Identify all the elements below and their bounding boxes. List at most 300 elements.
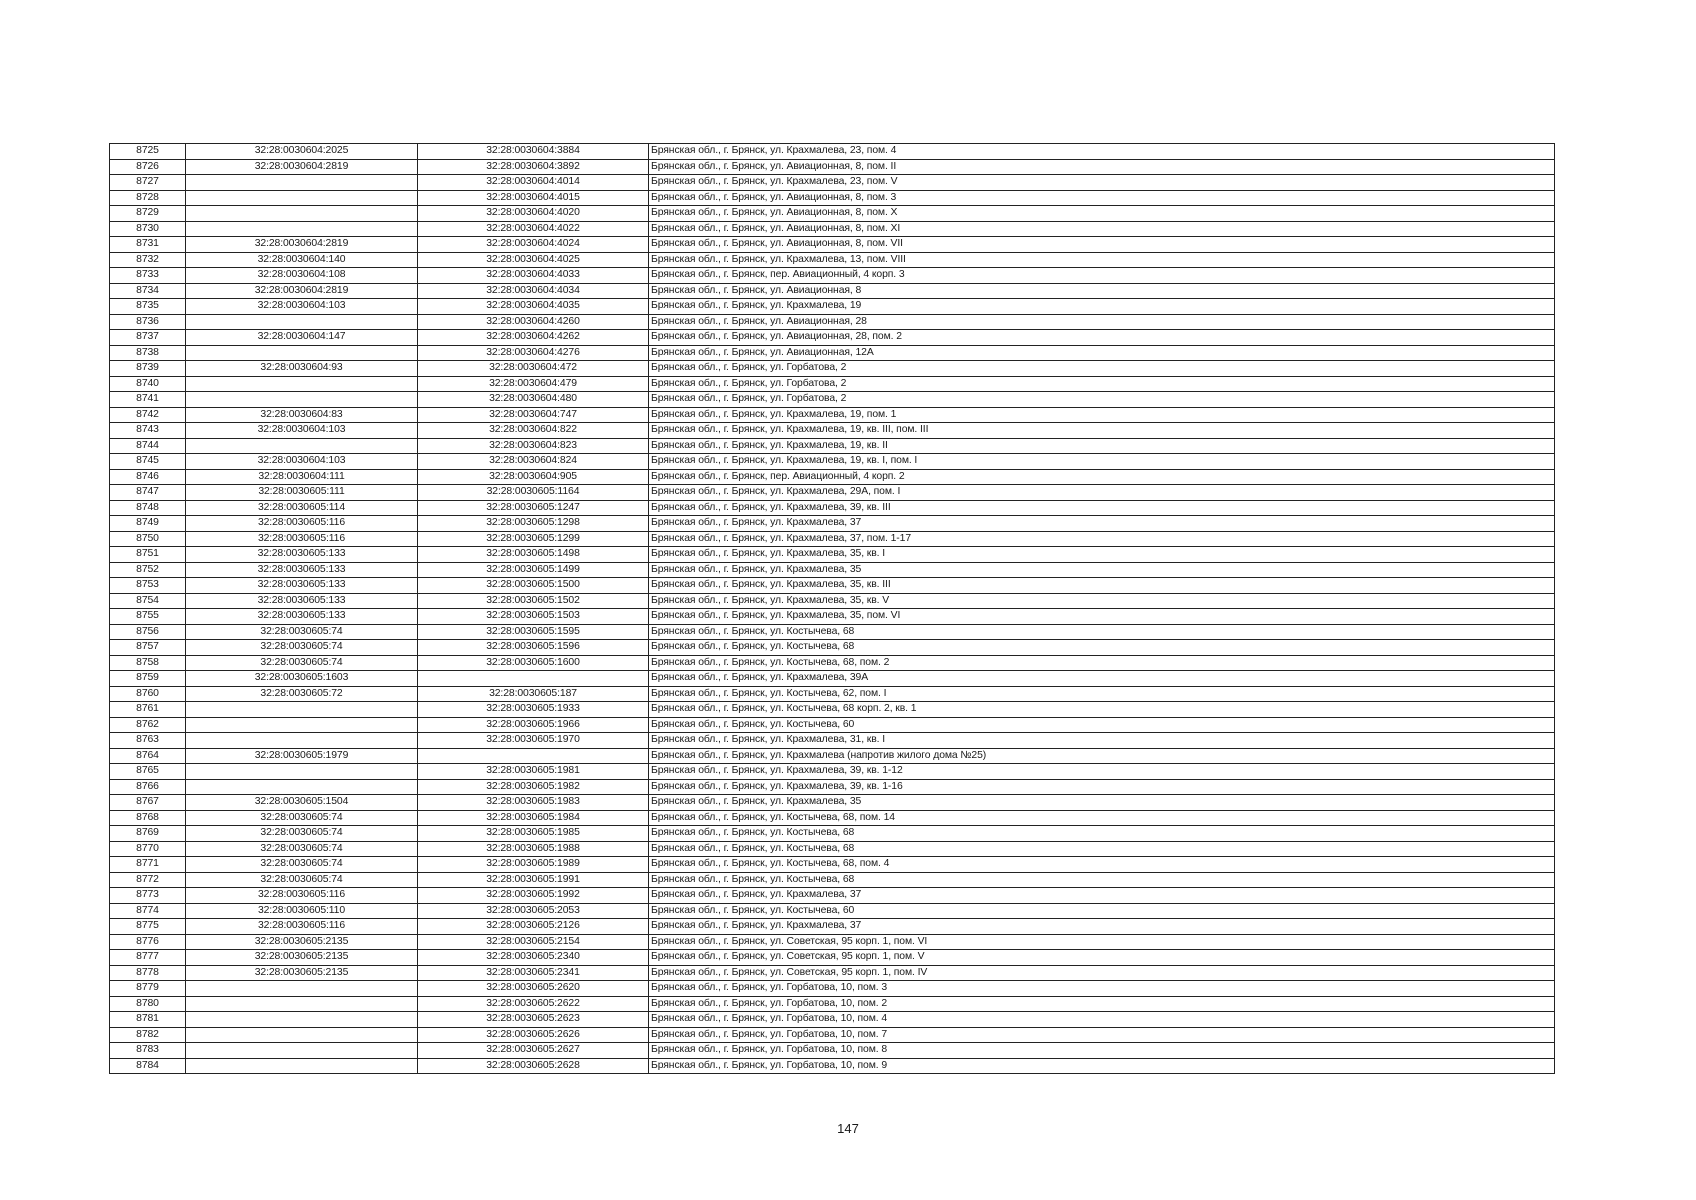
address-cell: Брянская обл., г. Брянск, ул. Крахмалева, 35 — [649, 795, 1555, 811]
cadastral-number-cell: 32:28:0030605:1984 — [418, 810, 649, 826]
cadastral-number-cell: 32:28:0030604:3892 — [418, 159, 649, 175]
cadastral-number-cell: 32:28:0030605:1498 — [418, 547, 649, 563]
address-cell: Брянская обл., г. Брянск, ул. Костычева, 62, пом. I — [649, 686, 1555, 702]
table-row — [110, 841, 1555, 857]
cadastral-number-cell: 32:28:0030604:4262 — [418, 330, 649, 346]
cadastral-number-cell: 32:28:0030605:1933 — [418, 702, 649, 718]
parent-cadastral-number-cell — [186, 717, 418, 733]
parent-cadastral-number-cell — [186, 190, 418, 206]
row-number-cell: 8734 — [110, 283, 186, 299]
address-cell: Брянская обл., г. Брянск, ул. Горбатова, 10, пом. 9 — [649, 1058, 1555, 1074]
parent-cadastral-number-cell: 32:28:0030605:133 — [186, 609, 418, 625]
table-row — [110, 469, 1555, 485]
parent-cadastral-number-cell: 32:28:0030605:111 — [186, 485, 418, 501]
cadastral-number-cell: 32:28:0030604:4015 — [418, 190, 649, 206]
table-row — [110, 159, 1555, 175]
address-cell: Брянская обл., г. Брянск, ул. Авиационная, 8, пом. X — [649, 206, 1555, 222]
cadastral-number-cell: 32:28:0030605:2627 — [418, 1043, 649, 1059]
table-row — [110, 981, 1555, 997]
table-row — [110, 872, 1555, 888]
table-row — [110, 934, 1555, 950]
cadastral-number-cell: 32:28:0030604:4034 — [418, 283, 649, 299]
cadastral-number-cell: 32:28:0030605:1985 — [418, 826, 649, 842]
parent-cadastral-number-cell — [186, 314, 418, 330]
table-row — [110, 640, 1555, 656]
address-cell: Брянская обл., г. Брянск, ул. Крахмалева, 13, пом. VIII — [649, 252, 1555, 268]
address-cell: Брянская обл., г. Брянск, ул. Авиационная, 12А — [649, 345, 1555, 361]
cadastral-number-cell: 32:28:0030605:2154 — [418, 934, 649, 950]
cadastral-number-cell: 32:28:0030605:1983 — [418, 795, 649, 811]
row-number-cell: 8774 — [110, 903, 186, 919]
address-cell: Брянская обл., г. Брянск, ул. Авиационная, 28 — [649, 314, 1555, 330]
cadastral-number-cell: 32:28:0030605:1982 — [418, 779, 649, 795]
parent-cadastral-number-cell — [186, 345, 418, 361]
cadastral-number-cell: 32:28:0030604:823 — [418, 438, 649, 454]
row-number-cell: 8727 — [110, 175, 186, 191]
address-cell: Брянская обл., г. Брянск, ул. Горбатова, 10, пом. 4 — [649, 1012, 1555, 1028]
address-cell: Брянская обл., г. Брянск, ул. Авиационная, 8, пом. XI — [649, 221, 1555, 237]
table-row — [110, 299, 1555, 315]
row-number-cell: 8773 — [110, 888, 186, 904]
row-number-cell: 8761 — [110, 702, 186, 718]
cadastral-number-cell: 32:28:0030604:824 — [418, 454, 649, 470]
address-cell: Брянская обл., г. Брянск, ул. Костычева, 68 — [649, 826, 1555, 842]
cadastral-number-cell: 32:28:0030605:1503 — [418, 609, 649, 625]
row-number-cell: 8741 — [110, 392, 186, 408]
row-number-cell: 8752 — [110, 562, 186, 578]
cadastral-number-cell: 32:28:0030605:1991 — [418, 872, 649, 888]
address-cell: Брянская обл., г. Брянск, пер. Авиационный, 4 корп. 2 — [649, 469, 1555, 485]
parent-cadastral-number-cell: 32:28:0030605:74 — [186, 826, 418, 842]
address-cell: Брянская обл., г. Брянск, ул. Крахмалева, 23, пом. 4 — [649, 144, 1555, 160]
table-row — [110, 407, 1555, 423]
cadastral-number-cell: 32:28:0030604:747 — [418, 407, 649, 423]
parent-cadastral-number-cell: 32:28:0030605:116 — [186, 888, 418, 904]
cadastral-number-cell: 32:28:0030604:4014 — [418, 175, 649, 191]
parent-cadastral-number-cell: 32:28:0030604:103 — [186, 423, 418, 439]
cadastral-number-cell: 32:28:0030605:2622 — [418, 996, 649, 1012]
parent-cadastral-number-cell — [186, 981, 418, 997]
row-number-cell: 8755 — [110, 609, 186, 625]
row-number-cell: 8766 — [110, 779, 186, 795]
table-row — [110, 764, 1555, 780]
address-cell: Брянская обл., г. Брянск, ул. Авиационная, 8, пом. 3 — [649, 190, 1555, 206]
address-cell: Брянская обл., г. Брянск, ул. Костычева, 60 — [649, 717, 1555, 733]
table-row — [110, 609, 1555, 625]
parent-cadastral-number-cell: 32:28:0030605:1603 — [186, 671, 418, 687]
cadastral-number-cell: 32:28:0030604:472 — [418, 361, 649, 377]
cadastral-number-cell: 32:28:0030604:4020 — [418, 206, 649, 222]
table-row — [110, 888, 1555, 904]
parent-cadastral-number-cell: 32:28:0030605:1504 — [186, 795, 418, 811]
row-number-cell: 8763 — [110, 733, 186, 749]
table-row — [110, 702, 1555, 718]
cadastral-number-cell: 32:28:0030605:1499 — [418, 562, 649, 578]
address-cell: Брянская обл., г. Брянск, ул. Костычева, 68 корп. 2, кв. 1 — [649, 702, 1555, 718]
cadastral-number-cell: 32:28:0030605:2628 — [418, 1058, 649, 1074]
table-row — [110, 252, 1555, 268]
row-number-cell: 8768 — [110, 810, 186, 826]
table-row — [110, 485, 1555, 501]
row-number-cell: 8725 — [110, 144, 186, 160]
cadastral-number-cell: 32:28:0030604:4260 — [418, 314, 649, 330]
row-number-cell: 8772 — [110, 872, 186, 888]
cadastral-number-cell: 32:28:0030605:1992 — [418, 888, 649, 904]
table-row — [110, 144, 1555, 160]
table-row — [110, 547, 1555, 563]
parent-cadastral-number-cell: 32:28:0030605:74 — [186, 857, 418, 873]
address-cell: Брянская обл., г. Брянск, ул. Крахмалева, 19, кв. II — [649, 438, 1555, 454]
parent-cadastral-number-cell: 32:28:0030605:74 — [186, 655, 418, 671]
parent-cadastral-number-cell — [186, 221, 418, 237]
address-cell: Брянская обл., г. Брянск, ул. Костычева, 68 — [649, 640, 1555, 656]
table-row — [110, 810, 1555, 826]
address-cell: Брянская обл., г. Брянск, ул. Крахмалева, 23, пом. V — [649, 175, 1555, 191]
parent-cadastral-number-cell: 32:28:0030604:83 — [186, 407, 418, 423]
table-row — [110, 671, 1555, 687]
parent-cadastral-number-cell — [186, 733, 418, 749]
row-number-cell: 8784 — [110, 1058, 186, 1074]
row-number-cell: 8749 — [110, 516, 186, 532]
cadastral-number-cell: 32:28:0030605:2053 — [418, 903, 649, 919]
table-row — [110, 655, 1555, 671]
parent-cadastral-number-cell — [186, 996, 418, 1012]
cadastral-number-cell: 32:28:0030604:4022 — [418, 221, 649, 237]
table-row — [110, 438, 1555, 454]
row-number-cell: 8769 — [110, 826, 186, 842]
cadastral-number-cell: 32:28:0030604:822 — [418, 423, 649, 439]
row-number-cell: 8736 — [110, 314, 186, 330]
parent-cadastral-number-cell: 32:28:0030604:111 — [186, 469, 418, 485]
address-cell: Брянская обл., г. Брянск, ул. Советская, 95 корп. 1, пом. V — [649, 950, 1555, 966]
address-cell: Брянская обл., г. Брянск, пер. Авиационный, 4 корп. 3 — [649, 268, 1555, 284]
parent-cadastral-number-cell: 32:28:0030604:103 — [186, 454, 418, 470]
parent-cadastral-number-cell — [186, 438, 418, 454]
parent-cadastral-number-cell: 32:28:0030604:108 — [186, 268, 418, 284]
table-row — [110, 516, 1555, 532]
cadastral-number-cell: 32:28:0030605:2623 — [418, 1012, 649, 1028]
address-cell: Брянская обл., г. Брянск, ул. Советская, 95 корп. 1, пом. VI — [649, 934, 1555, 950]
cadastral-number-cell: 32:28:0030604:4033 — [418, 268, 649, 284]
cadastral-number-cell — [418, 671, 649, 687]
cadastral-number-cell: 32:28:0030605:1966 — [418, 717, 649, 733]
row-number-cell: 8771 — [110, 857, 186, 873]
table-row — [110, 826, 1555, 842]
address-cell: Брянская обл., г. Брянск, ул. Горбатова, 10, пом. 2 — [649, 996, 1555, 1012]
cadastral-number-cell: 32:28:0030605:1596 — [418, 640, 649, 656]
row-number-cell: 8753 — [110, 578, 186, 594]
row-number-cell: 8775 — [110, 919, 186, 935]
cadastral-number-cell: 32:28:0030605:1298 — [418, 516, 649, 532]
row-number-cell: 8743 — [110, 423, 186, 439]
row-number-cell: 8767 — [110, 795, 186, 811]
cadastral-number-cell: 32:28:0030605:187 — [418, 686, 649, 702]
address-cell: Брянская обл., г. Брянск, ул. Крахмалева, 37 — [649, 888, 1555, 904]
row-number-cell: 8742 — [110, 407, 186, 423]
parent-cadastral-number-cell: 32:28:0030605:74 — [186, 810, 418, 826]
row-number-cell: 8733 — [110, 268, 186, 284]
cadastral-number-cell: 32:28:0030604:905 — [418, 469, 649, 485]
table-row — [110, 1043, 1555, 1059]
row-number-cell: 8731 — [110, 237, 186, 253]
row-number-cell: 8762 — [110, 717, 186, 733]
cadastral-number-cell: 32:28:0030605:1600 — [418, 655, 649, 671]
row-number-cell: 8760 — [110, 686, 186, 702]
table-row — [110, 965, 1555, 981]
row-number-cell: 8739 — [110, 361, 186, 377]
row-number-cell: 8756 — [110, 624, 186, 640]
table-row — [110, 175, 1555, 191]
address-cell: Брянская обл., г. Брянск, ул. Костычева, 68, пом. 14 — [649, 810, 1555, 826]
address-cell: Брянская обл., г. Брянск, ул. Крахмалева, 39, кв. 1-12 — [649, 764, 1555, 780]
parent-cadastral-number-cell: 32:28:0030605:133 — [186, 578, 418, 594]
row-number-cell: 8740 — [110, 376, 186, 392]
row-number-cell: 8759 — [110, 671, 186, 687]
row-number-cell: 8737 — [110, 330, 186, 346]
row-number-cell: 8758 — [110, 655, 186, 671]
cadastral-number-cell: 32:28:0030605:1595 — [418, 624, 649, 640]
address-cell: Брянская обл., г. Брянск, ул. Крахмалева, 35 — [649, 562, 1555, 578]
parent-cadastral-number-cell: 32:28:0030605:116 — [186, 531, 418, 547]
table-row — [110, 268, 1555, 284]
table-row — [110, 950, 1555, 966]
row-number-cell: 8746 — [110, 469, 186, 485]
cadastral-number-cell: 32:28:0030605:2340 — [418, 950, 649, 966]
parent-cadastral-number-cell: 32:28:0030605:133 — [186, 562, 418, 578]
table-row — [110, 221, 1555, 237]
table-row — [110, 423, 1555, 439]
page-number: 147 — [837, 1121, 859, 1136]
parent-cadastral-number-cell: 32:28:0030605:116 — [186, 919, 418, 935]
row-number-cell: 8779 — [110, 981, 186, 997]
table-row — [110, 500, 1555, 516]
cadastral-number-cell: 32:28:0030605:1299 — [418, 531, 649, 547]
row-number-cell: 8757 — [110, 640, 186, 656]
row-number-cell: 8744 — [110, 438, 186, 454]
address-cell: Брянская обл., г. Брянск, ул. Крахмалева, 19, кв. III, пом. III — [649, 423, 1555, 439]
address-cell: Брянская обл., г. Брянск, ул. Горбатова, 2 — [649, 376, 1555, 392]
address-cell: Брянская обл., г. Брянск, ул. Крахмалева, 29А, пом. I — [649, 485, 1555, 501]
row-number-cell: 8751 — [110, 547, 186, 563]
row-number-cell: 8735 — [110, 299, 186, 315]
cadastral-number-cell — [418, 748, 649, 764]
registry-table — [109, 143, 1555, 1074]
table-row — [110, 531, 1555, 547]
table-row — [110, 376, 1555, 392]
address-cell: Брянская обл., г. Брянск, ул. Крахмалева, 37, пом. 1-17 — [649, 531, 1555, 547]
row-number-cell: 8730 — [110, 221, 186, 237]
cadastral-number-cell: 32:28:0030604:4024 — [418, 237, 649, 253]
parent-cadastral-number-cell: 32:28:0030604:2819 — [186, 159, 418, 175]
address-cell: Брянская обл., г. Брянск, ул. Горбатова, 10, пом. 7 — [649, 1027, 1555, 1043]
row-number-cell: 8732 — [110, 252, 186, 268]
cadastral-number-cell: 32:28:0030604:479 — [418, 376, 649, 392]
address-cell: Брянская обл., г. Брянск, ул. Крахмалева, 37 — [649, 919, 1555, 935]
parent-cadastral-number-cell: 32:28:0030605:74 — [186, 640, 418, 656]
parent-cadastral-number-cell: 32:28:0030605:72 — [186, 686, 418, 702]
parent-cadastral-number-cell: 32:28:0030605:2135 — [186, 950, 418, 966]
address-cell: Брянская обл., г. Брянск, ул. Крахмалева, 39, кв. III — [649, 500, 1555, 516]
row-number-cell: 8764 — [110, 748, 186, 764]
table-row — [110, 1012, 1555, 1028]
table-row — [110, 330, 1555, 346]
row-number-cell: 8777 — [110, 950, 186, 966]
parent-cadastral-number-cell — [186, 779, 418, 795]
row-number-cell: 8750 — [110, 531, 186, 547]
row-number-cell: 8747 — [110, 485, 186, 501]
address-cell: Брянская обл., г. Брянск, ул. Советская, 95 корп. 1, пом. IV — [649, 965, 1555, 981]
address-cell: Брянская обл., г. Брянск, ул. Крахмалева, 39А — [649, 671, 1555, 687]
parent-cadastral-number-cell: 32:28:0030604:2819 — [186, 283, 418, 299]
row-number-cell: 8770 — [110, 841, 186, 857]
parent-cadastral-number-cell: 32:28:0030604:103 — [186, 299, 418, 315]
cadastral-number-cell: 32:28:0030605:1500 — [418, 578, 649, 594]
address-cell: Брянская обл., г. Брянск, ул. Костычева, 60 — [649, 903, 1555, 919]
cadastral-number-cell: 32:28:0030605:1970 — [418, 733, 649, 749]
row-number-cell: 8754 — [110, 593, 186, 609]
parent-cadastral-number-cell: 32:28:0030605:114 — [186, 500, 418, 516]
cadastral-number-cell: 32:28:0030605:1247 — [418, 500, 649, 516]
parent-cadastral-number-cell — [186, 1027, 418, 1043]
registry-table-body — [110, 144, 1555, 1074]
row-number-cell: 8745 — [110, 454, 186, 470]
table-row — [110, 361, 1555, 377]
table-row — [110, 857, 1555, 873]
row-number-cell: 8776 — [110, 934, 186, 950]
address-cell: Брянская обл., г. Брянск, ул. Горбатова, 10, пом. 8 — [649, 1043, 1555, 1059]
parent-cadastral-number-cell: 32:28:0030604:93 — [186, 361, 418, 377]
cadastral-number-cell: 32:28:0030605:1502 — [418, 593, 649, 609]
cadastral-number-cell: 32:28:0030605:2620 — [418, 981, 649, 997]
parent-cadastral-number-cell — [186, 764, 418, 780]
row-number-cell: 8738 — [110, 345, 186, 361]
parent-cadastral-number-cell — [186, 376, 418, 392]
cadastral-number-cell: 32:28:0030605:1981 — [418, 764, 649, 780]
table-row — [110, 392, 1555, 408]
address-cell: Брянская обл., г. Брянск, ул. Костычева, 68 — [649, 624, 1555, 640]
cadastral-number-cell: 32:28:0030605:1164 — [418, 485, 649, 501]
parent-cadastral-number-cell — [186, 1012, 418, 1028]
table-row — [110, 779, 1555, 795]
row-number-cell: 8729 — [110, 206, 186, 222]
cadastral-number-cell: 32:28:0030604:4035 — [418, 299, 649, 315]
parent-cadastral-number-cell: 32:28:0030605:1979 — [186, 748, 418, 764]
address-cell: Брянская обл., г. Брянск, ул. Горбатова, 10, пом. 3 — [649, 981, 1555, 997]
row-number-cell: 8765 — [110, 764, 186, 780]
cadastral-number-cell: 32:28:0030604:3884 — [418, 144, 649, 160]
parent-cadastral-number-cell: 32:28:0030605:133 — [186, 547, 418, 563]
parent-cadastral-number-cell — [186, 1043, 418, 1059]
table-row — [110, 733, 1555, 749]
parent-cadastral-number-cell: 32:28:0030605:133 — [186, 593, 418, 609]
parent-cadastral-number-cell: 32:28:0030605:2135 — [186, 965, 418, 981]
parent-cadastral-number-cell: 32:28:0030605:74 — [186, 624, 418, 640]
parent-cadastral-number-cell: 32:28:0030604:2819 — [186, 237, 418, 253]
row-number-cell: 8782 — [110, 1027, 186, 1043]
address-cell: Брянская обл., г. Брянск, ул. Крахмалева, 35, кв. V — [649, 593, 1555, 609]
table-row — [110, 345, 1555, 361]
address-cell: Брянская обл., г. Брянск, ул. Крахмалева, 35, кв. III — [649, 578, 1555, 594]
table-row — [110, 624, 1555, 640]
cadastral-number-cell: 32:28:0030605:2126 — [418, 919, 649, 935]
parent-cadastral-number-cell: 32:28:0030605:2135 — [186, 934, 418, 950]
parent-cadastral-number-cell: 32:28:0030604:2025 — [186, 144, 418, 160]
parent-cadastral-number-cell: 32:28:0030605:110 — [186, 903, 418, 919]
address-cell: Брянская обл., г. Брянск, ул. Горбатова, 2 — [649, 392, 1555, 408]
cadastral-number-cell: 32:28:0030604:480 — [418, 392, 649, 408]
parent-cadastral-number-cell: 32:28:0030604:147 — [186, 330, 418, 346]
row-number-cell: 8748 — [110, 500, 186, 516]
row-number-cell: 8781 — [110, 1012, 186, 1028]
cadastral-number-cell: 32:28:0030605:2626 — [418, 1027, 649, 1043]
address-cell: Брянская обл., г. Брянск, ул. Крахмалева, 35, пом. VI — [649, 609, 1555, 625]
address-cell: Брянская обл., г. Брянск, ул. Костычева, 68 — [649, 872, 1555, 888]
parent-cadastral-number-cell — [186, 206, 418, 222]
table-row — [110, 717, 1555, 733]
parent-cadastral-number-cell — [186, 702, 418, 718]
table-row — [110, 314, 1555, 330]
cadastral-number-cell: 32:28:0030605:2341 — [418, 965, 649, 981]
row-number-cell: 8726 — [110, 159, 186, 175]
parent-cadastral-number-cell: 32:28:0030604:140 — [186, 252, 418, 268]
table-row — [110, 996, 1555, 1012]
table-row — [110, 237, 1555, 253]
parent-cadastral-number-cell: 32:28:0030605:74 — [186, 872, 418, 888]
address-cell: Брянская обл., г. Брянск, ул. Авиационная, 8, пом. VII — [649, 237, 1555, 253]
address-cell: Брянская обл., г. Брянск, ул. Крахмалева, 19, пом. 1 — [649, 407, 1555, 423]
address-cell: Брянская обл., г. Брянск, ул. Крахмалева, 37 — [649, 516, 1555, 532]
table-row — [110, 903, 1555, 919]
table-row — [110, 686, 1555, 702]
table-row — [110, 593, 1555, 609]
address-cell: Брянская обл., г. Брянск, ул. Крахмалева (напротив жилого дома №25) — [649, 748, 1555, 764]
table-row — [110, 748, 1555, 764]
row-number-cell: 8780 — [110, 996, 186, 1012]
address-cell: Брянская обл., г. Брянск, ул. Крахмалева, 31, кв. I — [649, 733, 1555, 749]
table-row — [110, 1058, 1555, 1074]
table-row — [110, 795, 1555, 811]
cadastral-number-cell: 32:28:0030604:4025 — [418, 252, 649, 268]
table-row — [110, 562, 1555, 578]
address-cell: Брянская обл., г. Брянск, ул. Крахмалева, 19, кв. I, пом. I — [649, 454, 1555, 470]
address-cell: Брянская обл., г. Брянск, ул. Авиационная, 8, пом. II — [649, 159, 1555, 175]
address-cell: Брянская обл., г. Брянск, ул. Горбатова, 2 — [649, 361, 1555, 377]
address-cell: Брянская обл., г. Брянск, ул. Авиационная, 8 — [649, 283, 1555, 299]
address-cell: Брянская обл., г. Брянск, ул. Костычева, 68, пом. 2 — [649, 655, 1555, 671]
parent-cadastral-number-cell — [186, 392, 418, 408]
table-row — [110, 1027, 1555, 1043]
table-row — [110, 578, 1555, 594]
table-row — [110, 206, 1555, 222]
row-number-cell: 8783 — [110, 1043, 186, 1059]
cadastral-number-cell: 32:28:0030605:1989 — [418, 857, 649, 873]
address-cell: Брянская обл., г. Брянск, ул. Крахмалева, 39, кв. 1-16 — [649, 779, 1555, 795]
table-row — [110, 283, 1555, 299]
table-row — [110, 190, 1555, 206]
parent-cadastral-number-cell — [186, 1058, 418, 1074]
address-cell: Брянская обл., г. Брянск, ул. Костычева, 68 — [649, 841, 1555, 857]
row-number-cell: 8778 — [110, 965, 186, 981]
cadastral-number-cell: 32:28:0030604:4276 — [418, 345, 649, 361]
parent-cadastral-number-cell: 32:28:0030605:74 — [186, 841, 418, 857]
address-cell: Брянская обл., г. Брянск, ул. Авиационная, 28, пом. 2 — [649, 330, 1555, 346]
parent-cadastral-number-cell: 32:28:0030605:116 — [186, 516, 418, 532]
address-cell: Брянская обл., г. Брянск, ул. Крахмалева, 35, кв. I — [649, 547, 1555, 563]
cadastral-number-cell: 32:28:0030605:1988 — [418, 841, 649, 857]
table-row — [110, 454, 1555, 470]
parent-cadastral-number-cell — [186, 175, 418, 191]
address-cell: Брянская обл., г. Брянск, ул. Крахмалева, 19 — [649, 299, 1555, 315]
